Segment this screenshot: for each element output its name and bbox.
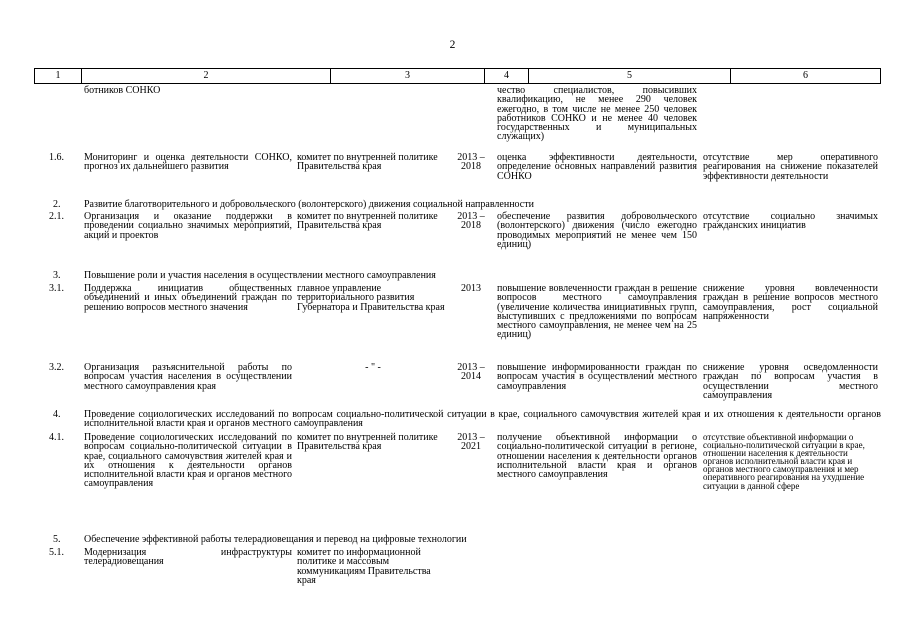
header-col-5: 5 — [528, 69, 730, 83]
cont-result: чество специалистов, повысивших квалификацию, не менее 290 человек ежегодно, в том числе не менее 250 человек работников СОНКО и не менее 40 человек государственных и муниципальных служащих) — [497, 85, 697, 143]
row-4-1-exec: комитет по внутренней политике Правительства края — [297, 432, 438, 453]
row-1-6-result: оценка эффективности деятельности, определение основных направлений развития СОНКО — [497, 152, 697, 182]
header-col-2: 2 — [81, 69, 330, 83]
row-4-1-result: получение объективной информации о социально-политической ситуации в регионе, отношении населения к деятельности органов исполнительной власти края и органов местного самоуправления — [497, 432, 697, 481]
header-col-6: 6 — [730, 69, 881, 83]
row-4-1-years: 2013 – 2021 — [457, 432, 485, 453]
section-5-title: Обеспечение эффективной работы телерадиовещания и перевод на цифровые технологии — [84, 534, 467, 545]
page-number: 2 — [449, 39, 456, 51]
section-3-title: Повышение роли и участия населения в осуществлении местного самоуправления — [84, 270, 436, 281]
row-2-1-name: Организация и оказание поддержки в проведении социально значимых мероприятий, акций и проектов — [84, 211, 292, 241]
row-3-2-exec: - " - — [365, 362, 381, 373]
row-3-1-result: повышение вовлеченности граждан в решение вопросов местного самоуправления (увеличение количества инициативных групп, выступивших с предложениями по вопросам местного самоуправления, не менее чем на 25 единиц) — [497, 283, 697, 341]
row-1-6-risk: отсутствие мер оперативного реагирования на снижение показателей эффективности деятельности — [703, 152, 878, 182]
header-col-1: 1 — [34, 69, 81, 83]
row-3-2-years: 2013 – 2014 — [457, 362, 485, 383]
row-1-6-exec: комитет по внутренней политике Правительства края — [297, 152, 438, 173]
row-1-6-name: Мониторинг и оценка деятельности СОНКО, прогноз их дальнейшего развития — [84, 152, 292, 173]
row-2-1-result: обеспечение развития добровольческого (волонтерского) движения (число ежегодно проводимых мероприятий не менее чем 150 единиц) — [497, 211, 697, 250]
row-5-1-name: Модернизация инфраструктуры телерадиовещания — [84, 547, 292, 568]
cont-name: ботников СОНКО — [84, 85, 161, 96]
row-2-1-risk: отсутствие социально значимых гражданских инициатив — [703, 211, 878, 232]
section-2-title: Развитие благотворительного и добровольческого (волонтерского) движения социальной направленности — [84, 199, 534, 210]
table-header — [34, 68, 881, 84]
section-4-title: Проведение социологических исследований по вопросам социально-политической ситуации в крае, социального самочувствия жителей края и их отношения к деятельности органов исполнительной власти края и органов местного самоуправления — [84, 409, 881, 430]
row-4-1-num: 4.1. — [49, 432, 64, 443]
row-4-1-name: Проведение социологических исследований по вопросам социально-политической ситуации в крае, социального самочувствия жителей края и их отношения к деятельности органов исполнительной власти края и органов местного самоуправления — [84, 432, 292, 490]
header-col-3: 3 — [330, 69, 484, 83]
header-col-4: 4 — [484, 69, 528, 83]
section-2-num: 2. — [53, 199, 61, 210]
row-5-1-exec: комитет по информационной политике и массовым коммуникациям Правительства края — [297, 547, 431, 586]
row-3-2-risk: снижение уровня осведомленности граждан по вопросам участия в осуществлении местного самоуправления — [703, 362, 878, 401]
row-3-1-exec: главное управление территориального развития Губернатора и Правительства края — [297, 283, 445, 313]
row-3-2-num: 3.2. — [49, 362, 64, 373]
section-3-num: 3. — [53, 270, 61, 281]
row-2-1-exec: комитет по внутренней политике Правительства края — [297, 211, 438, 232]
row-2-1-years: 2013 – 2018 — [457, 211, 485, 232]
row-3-1-risk: снижение уровня вовлеченности граждан в решение вопросов местного самоуправления, рост социальной напряженности — [703, 283, 878, 322]
row-4-1-risk: отсутствие объективной информации о социально-политической ситуации в крае, отношении населения к деятельности органов исполнительной власти края и органов местного самоуправления и мер оперативного реагирования на ухудшение ситуации в данной сфере — [703, 432, 865, 491]
row-3-2-name: Организация разъяснительной работы по вопросам участия населения в осуществлении местного самоуправления края — [84, 362, 292, 392]
row-1-6-num: 1.6. — [49, 152, 64, 163]
row-3-1-years: 2013 — [461, 283, 481, 294]
section-4-num: 4. — [53, 409, 61, 420]
row-1-6-years: 2013 – 2018 — [457, 152, 485, 173]
row-3-1-name: Поддержка инициатив общественных объединений и иных объединений граждан по решению вопросов местного значения — [84, 283, 292, 313]
row-5-1-num: 5.1. — [49, 547, 64, 558]
row-3-1-num: 3.1. — [49, 283, 64, 294]
section-5-num: 5. — [53, 534, 61, 545]
row-2-1-num: 2.1. — [49, 211, 64, 222]
row-3-2-result: повышение информированности граждан по вопросам участия в осуществлении местного самоуправления — [497, 362, 697, 392]
